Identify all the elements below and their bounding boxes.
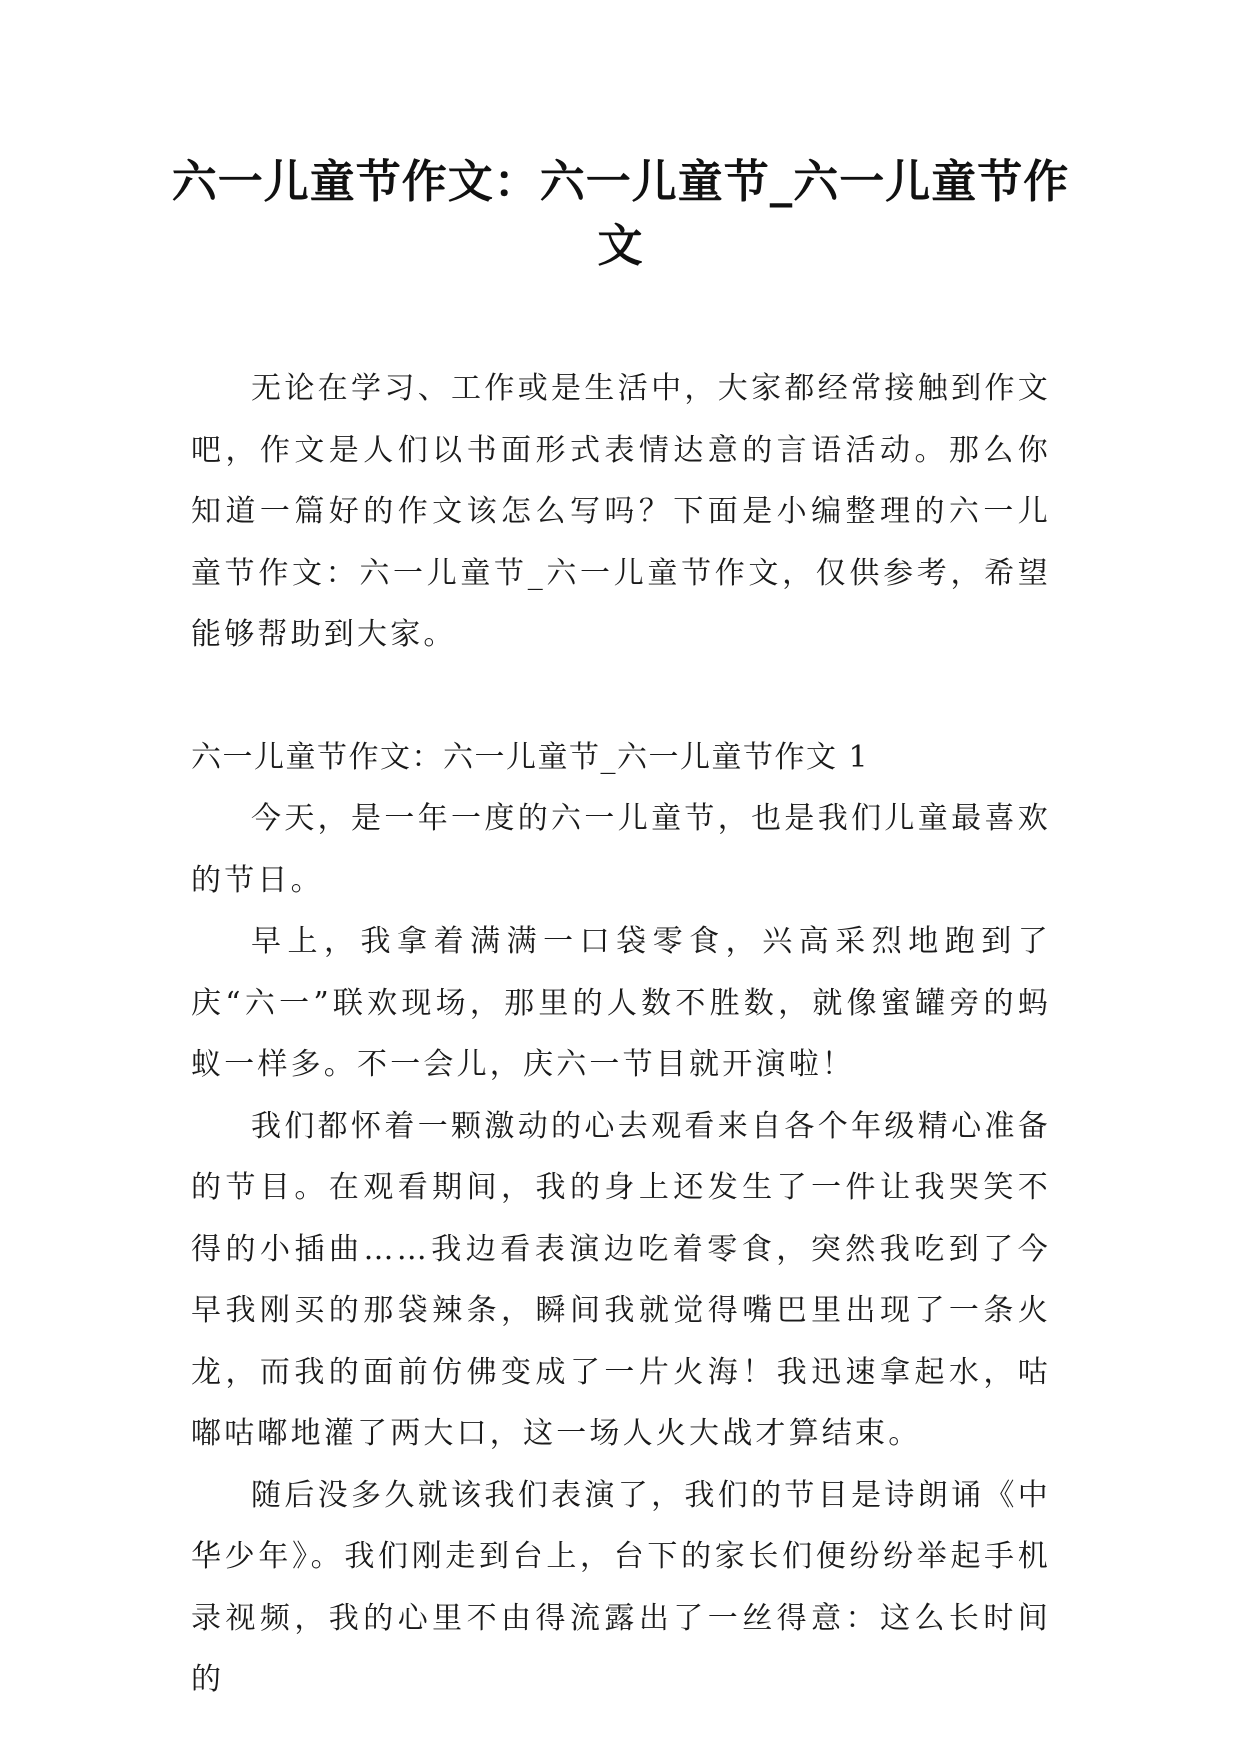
body-paragraph: 早上，我拿着满满一口袋零食，兴高采烈地跑到了庆“六一”联欢现场，那里的人数不胜数，就像蜜罐旁的蚂蚁一样多。不一会儿，庆六一节目就开演啦！ bbox=[191, 924, 1051, 1082]
document-body bbox=[191, 358, 1051, 1711]
body-paragraph: 随后没多久就该我们表演了，我们的节目是诗朗诵《中华少年》。我们刚走到台上，台下的家长们便纷纷举起手机录视频，我的心里不由得流露出了一丝得意：这么长时间的 bbox=[191, 1477, 1051, 1697]
document-title: 六一儿童节作文：六一儿童节_六一儿童节作文 bbox=[171, 155, 1070, 272]
body-paragraph: 我们都怀着一颗激动的心去观看来自各个年级精心准备的节目。在观看期间，我的身上还发生了一件让我哭笑不得的小插曲……我边看表演边吃着零食，突然我吃到了今早我刚买的那袋辣条，瞬间我就觉得嘴巴里出现了一条火龙，而我的面前仿佛变成了一片火海！我迅速拿起水，咕嘟咕嘟地灌了两大口，这一场人火大战才算结束。 bbox=[191, 1108, 1051, 1451]
body-paragraph: 今天，是一年一度的六一儿童节，也是我们儿童最喜欢的节日。 bbox=[191, 801, 1051, 898]
section-heading: 六一儿童节作文：六一儿童节_六一儿童节作文 1 bbox=[191, 739, 870, 775]
intro-paragraph: 无论在学习、工作或是生活中，大家都经常接触到作文吧，作文是人们以书面形式表情达意的言语活动。那么你知道一篇好的作文该怎么写吗？下面是小编整理的六一儿童节作文：六一儿童节_六一儿童节作文，仅供参考，希望能够帮助到大家。 bbox=[191, 371, 1051, 652]
